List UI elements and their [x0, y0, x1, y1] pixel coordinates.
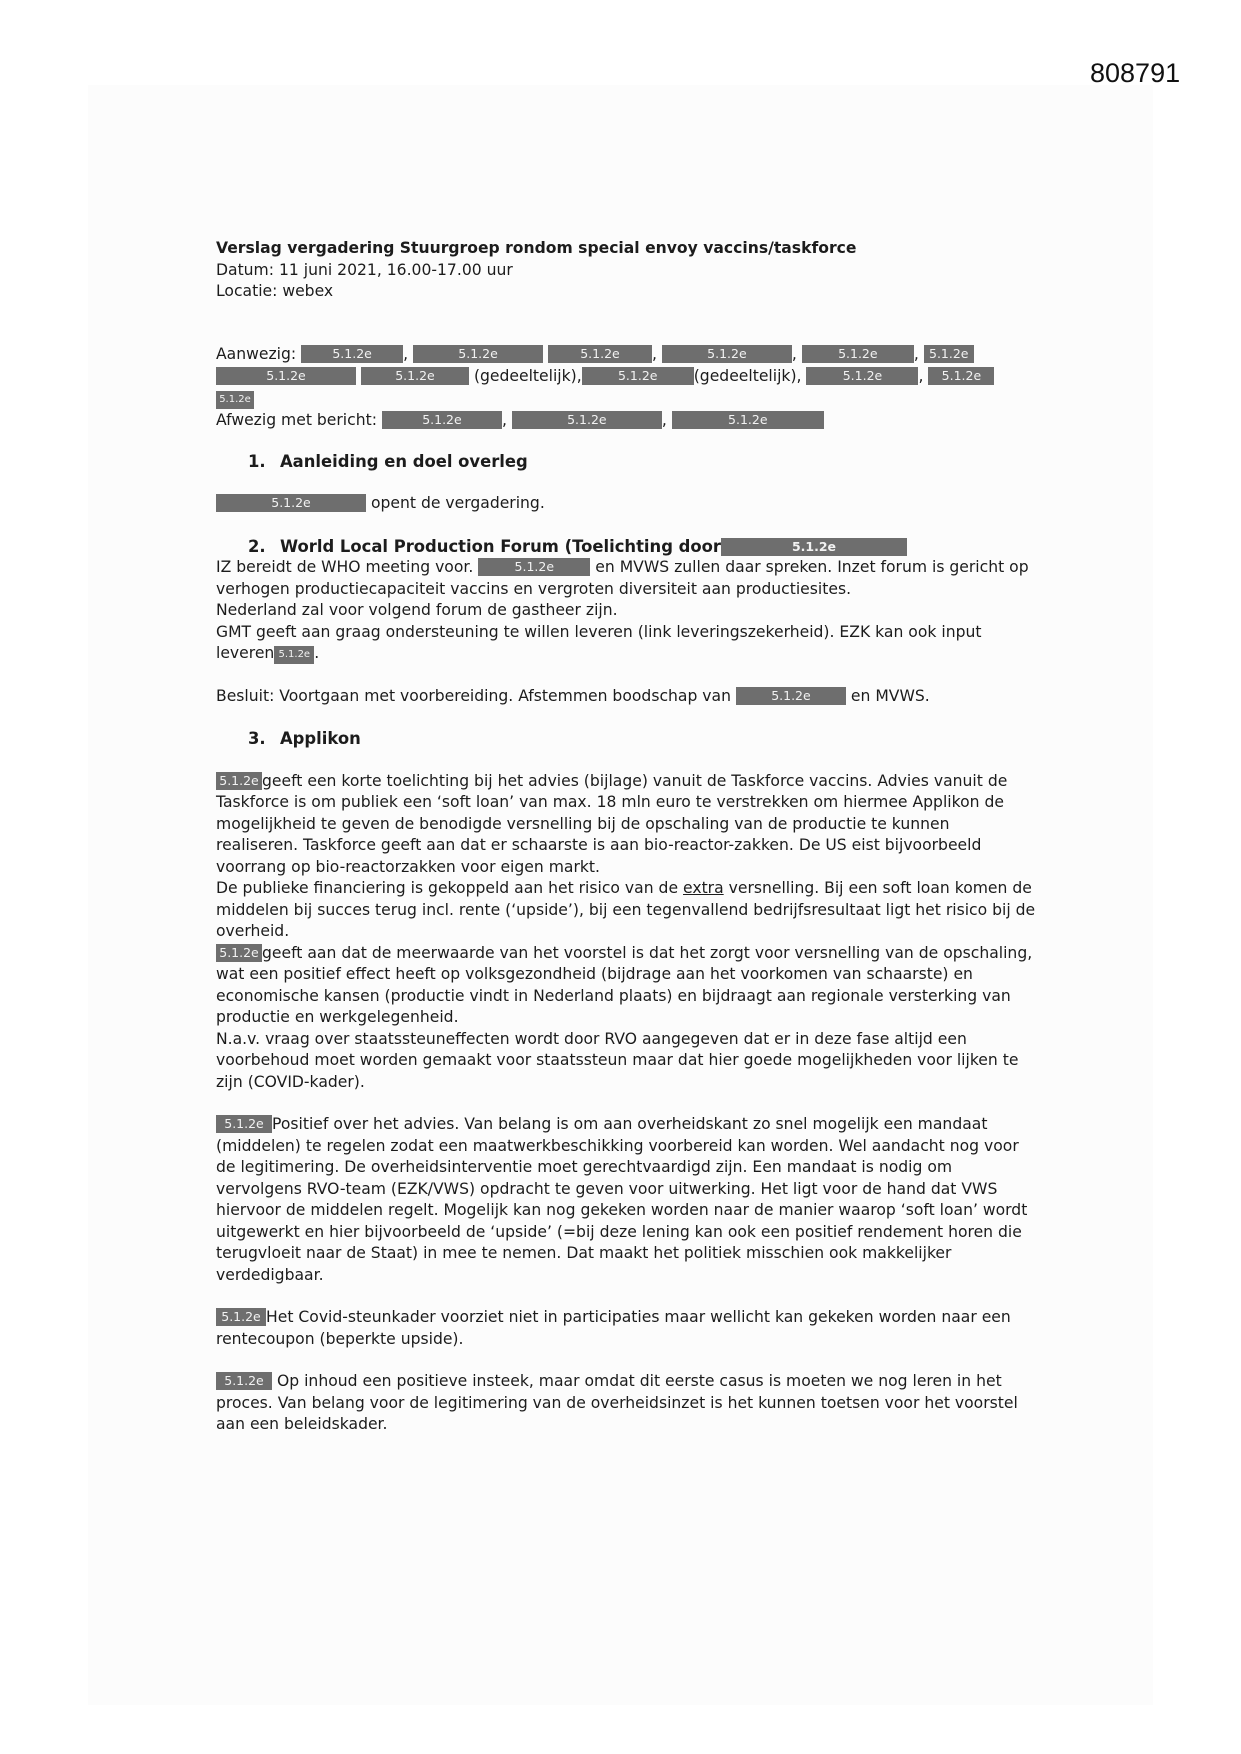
section-heading: 3. Applikon: [248, 729, 361, 748]
section-3-paragraph: N.a.v. vraag over staatssteuneffecten wordt door RVO aangegeven dat er in deze fase altijd een voorbehoud moet worden gemaakt voor staatssteun maar dat hier goede mogelijkheden voor lijken te zijn (COVID-kader).: [216, 1029, 1019, 1091]
redaction: 5.1.2e: [216, 1372, 272, 1390]
redaction: 5.1.2e: [924, 345, 974, 363]
redaction: 5.1.2e: [216, 772, 262, 790]
redaction: 5.1.2e: [301, 345, 403, 363]
section-3-paragraph: 5.1.2e Positief over het advies. Van belang is om aan overheidskant zo snel mogelijk een mandaat (middelen) te regelen zodat een maatwerkbeschikking voorbereid kan worden. Wel aandacht nog voor de legitimering. De overheidsinterventie moet gerechtvaardigd zijn. Een mandaat is nodig om vervolgens RVO-team (EZK/VWS) opdracht te geven voor uitwerking. Het ligt voor de hand dat VWS hiervoor de middelen regelt. Mogelijk kan nog gekeken worden naar de manier waarop ‘soft loan’ wordt uitgewerkt en hier bijvoorbeeld de ‘upside’ (=bij deze lening kan ook een positief rendement horen die terugvloeit naar de Staat) in mee te nemen. Dat maakt het politiek misschien ook makkelijker verdedigbaar.: [216, 1115, 1028, 1284]
document-body: [216, 238, 1036, 1436]
redaction: 5.1.2e: [216, 367, 356, 385]
document-title: Verslag vergadering Stuurgroep rondom special envoy vaccins/taskforce: [216, 239, 857, 257]
section-3-paragraph: 5.1.2e Op inhoud een positieve insteek, maar omdat dit eerste casus is moeten we nog leren in het proces. Van belang voor de legitimering van de overheidsinzet is het kunnen toetsen voor het voorstel aan een beleidskader.: [216, 1372, 1018, 1433]
present-line: Aanwezig: 5.1.2e , 5.1.2e 5.1.2e , 5.1.2e , 5.1.2e , 5.1.2e 5.1.2e 5.1.2e (gedeeltelijk), 5.1.2e (gedeeltelijk), 5.1.2e , 5.1.2e 5.1.2e: [216, 343, 1036, 409]
partial-note: (gedeeltelijk),: [693, 366, 802, 385]
redaction: 5.1.2e: [216, 494, 366, 512]
redaction: 5.1.2e: [274, 646, 314, 664]
section-2-paragraph: GMT geeft aan graag ondersteuning te willen leveren (link leveringszekerheid). EZK kan ook input leveren 5.1.2e .: [216, 622, 982, 662]
section-3-paragraph: 5.1.2e geeft aan dat de meerwaarde van het voorstel is dat het zorgt voor versnelling van de opschaling, wat een positief effect heeft op volksgezondheid (bijdrage aan het voorkomen van schaarste) en economische kansen (productie vindt in Nederland plaats) en bijdraagt aan regionale versterking van productie en werkgelegenheid.: [216, 943, 1033, 1026]
redaction: 5.1.2e: [672, 411, 824, 429]
section-3-paragraph: 5.1.2e Het Covid-steunkader voorziet niet in participaties maar wellicht kan gekeken worden naar een rentecoupon (beperkte upside).: [216, 1308, 1011, 1348]
section-heading: 2. World Local Production Forum (Toelichting door 5.1.2e: [216, 536, 1036, 558]
redaction: 5.1.2e: [478, 558, 590, 576]
present-label: Aanwezig:: [216, 344, 297, 363]
redaction: 5.1.2e: [582, 367, 694, 385]
redaction: 5.1.2e: [662, 345, 792, 363]
redaction: 5.1.2e: [806, 367, 918, 385]
redaction: 5.1.2e: [216, 944, 262, 962]
redaction: 5.1.2e: [382, 411, 502, 429]
redaction: 5.1.2e: [548, 345, 652, 363]
meeting-date: Datum: 11 juni 2021, 16.00-17.00 uur: [216, 260, 513, 279]
redaction: 5.1.2e: [361, 367, 469, 385]
section-2-paragraph: IZ bereidt de WHO meeting voor. 5.1.2e en MVWS zullen daar spreken. Inzet forum is gericht op verhogen productiecapaciteit vaccins en vergroten diversiteit aan productiesites.: [216, 558, 1029, 598]
redaction: 5.1.2e: [928, 367, 994, 385]
redaction: 5.1.2e: [216, 1308, 266, 1326]
redaction: 5.1.2e: [736, 687, 846, 705]
section-1-text: 5.1.2e opent de vergadering.: [216, 493, 1036, 515]
redaction: 5.1.2e: [413, 345, 543, 363]
section-heading: 1. Aanleiding en doel overleg: [248, 451, 528, 471]
meeting-location: Locatie: webex: [216, 282, 334, 300]
section-3-paragraph: De publieke financiering is gekoppeld aan het risico van de extra versnelling. Bij een soft loan komen de middelen bij succes terug incl. rente (‘upside’), bij een tegenvallend bedrijfsresultaat ligt het risico bij de overheid.: [216, 879, 1036, 940]
redaction: 5.1.2e: [216, 391, 254, 409]
absent-label: Afwezig met bericht:: [216, 410, 377, 429]
redaction: 5.1.2e: [216, 1115, 272, 1133]
document-number: 808791: [1090, 58, 1181, 88]
section-3-paragraph: 5.1.2e geeft een korte toelichting bij het advies (bijlage) vanuit de Taskforce vaccins. Advies vanuit de Taskforce is om publiek een ‘soft loan’ van max. 18 mln euro te verstrekken om hiermee Applikon de mogelijkheid te geven de benodigde versnelling bij de opschaling van de productie te kunnen realiseren. Taskforce geeft aan dat er schaarste is aan bio-reactor-zakken. De US eist bijvoorbeeld voorrang op bio-reactorzakken voor eigen markt.: [216, 771, 1008, 876]
absent-line: Afwezig met bericht: 5.1.2e , 5.1.2e , 5.1.2e: [216, 409, 1036, 431]
redaction: 5.1.2e: [802, 345, 914, 363]
attendance-block: [216, 343, 1036, 431]
partial-note: (gedeeltelijk),: [473, 366, 582, 385]
redaction: 5.1.2e: [721, 538, 907, 556]
section-2-paragraph: Nederland zal voor volgend forum de gastheer zijn.: [216, 601, 618, 619]
redaction: 5.1.2e: [512, 411, 662, 429]
decision: Besluit: Voortgaan met voorbereiding. Afstemmen boodschap van 5.1.2e en MVWS.: [216, 686, 930, 705]
